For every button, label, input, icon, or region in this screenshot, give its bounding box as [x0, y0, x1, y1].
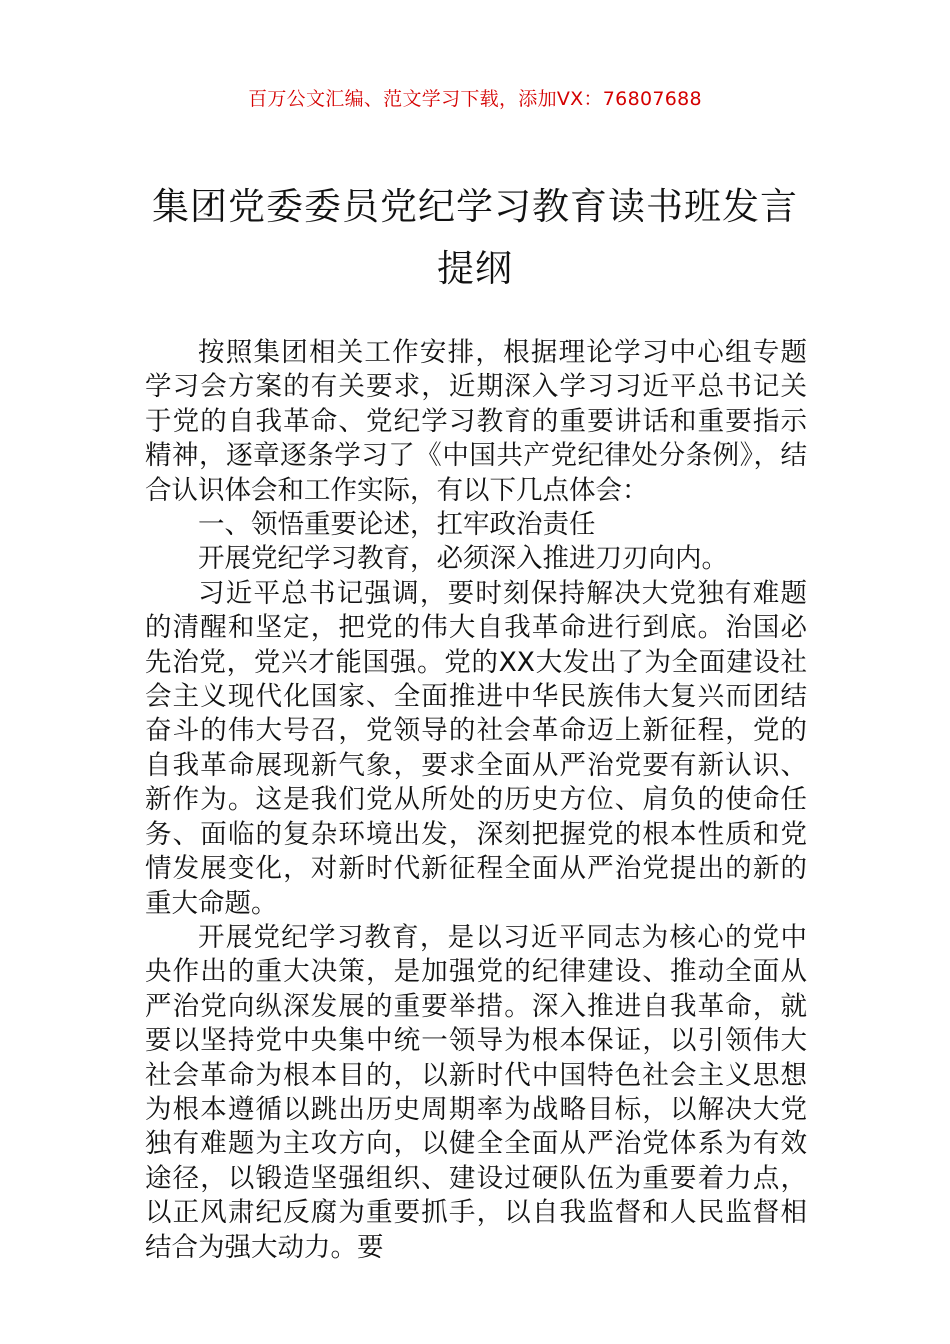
header-watermark-note: 百万公文汇编、范文学习下载，添加VX：76807688 — [248, 88, 702, 110]
paragraph-body-1: 习近平总书记强调，要时刻保持解决大党独有难题的清醒和坚定，把党的伟大自我革命进行到底。治国必先治党，党兴才能国强。党的XX大发出了为全面建设社会主义现代化国家、全面推进中华民族伟大复兴而团结奋斗的伟大号召，党领导的社会革命迈上新征程，党的自我革命展现新气象，要求全面从严治党要有新认识、新作为。这是我们党从所处的历史方位、肩负的使命任务、面临的复杂环境出发，深刻把握党的根本性质和党情发展变化，对新时代新征程全面从严治党提出的新的重大命题。 — [145, 577, 807, 919]
paragraph-thesis: 开展党纪学习教育，必须深入推进刀刃向内。 — [198, 543, 728, 575]
paragraph-intro: 按照集团相关工作安排，根据理论学习中心组专题学习会方案的有关要求，近期深入学习习近平总书记关于党的自我革命、党纪学习教育的重要讲话和重要指示精神，逐章逐条学习了《中国共产党纪律处分条例》，结合认识体会和工作实际，有以下几点体会： — [145, 337, 807, 506]
paragraph-body-2: 开展党纪学习教育，是以习近平同志为核心的党中央作出的重大决策，是加强党的纪律建设、推动全面从严治党向纵深发展的重要举措。深入推进自我革命，就要以坚持党中央集中统一领导为根本保证，以引领伟大社会革命为根本目的，以新时代中国特色社会主义思想为根本遵循以跳出历史周期率为战略目标，以解决大党独有难题为主攻方向，以健全全面从严治党体系为有效途径，以锻造坚强组织、建设过硬队伍为重要着力点，以正风肃纪反腐为重要抓手，以自我监督和人民监督相结合为强大动力。要 — [145, 921, 807, 1263]
document-body — [145, 336, 807, 1265]
document-title: 集团党委委员党纪学习教育读书班发言提纲 — [152, 185, 798, 290]
section-heading-1: 一、领悟重要论述，扛牢政治责任 — [198, 509, 596, 541]
